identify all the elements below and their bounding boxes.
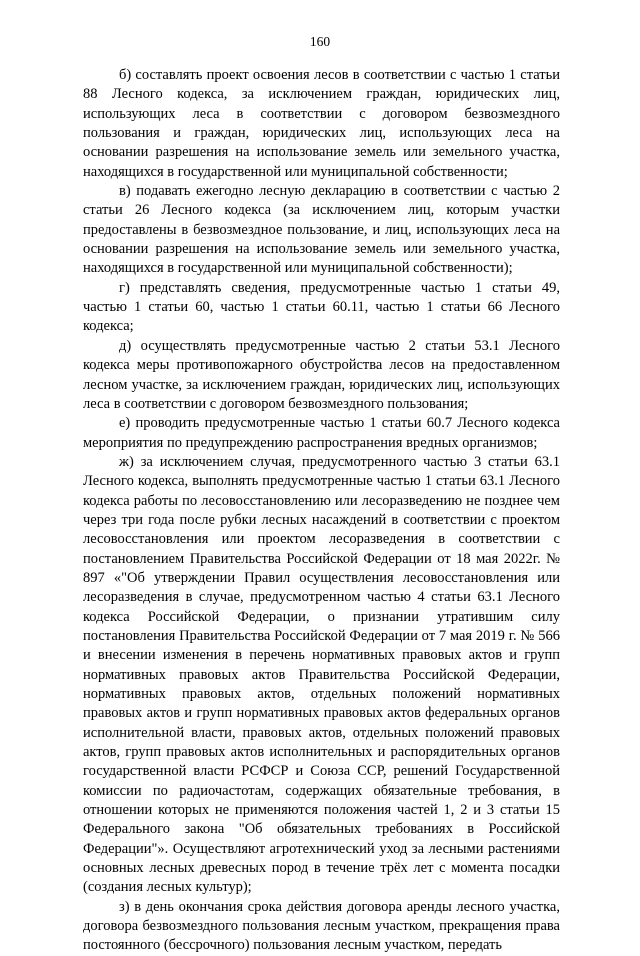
page-number: 160 [309,34,331,49]
paragraph-d: д) осуществлять предусмотренные частью 2 статьи 53.1 Лесного кодекса меры противопожарного обустройства лесов на предоставленном лесном участке, за исключением граждан, юридических лиц, использующих леса в соответствии с договором безвозмездного пользования; [83,337,560,412]
paragraph-g: г) представлять сведения, предусмотренные частью 1 статьи 49, частью 1 статьи 60, частью 1 статьи 60.11, частью 1 статьи 66 Лесного кодекса; [83,279,560,335]
document-body [83,66,560,956]
paragraph-b: б) составлять проект освоения лесов в соответствии с частью 1 статьи 88 Лесного кодекса, за исключением граждан, юридических лиц, использующих леса в соответствии с договором безвозмездного пользования и граждан, юридических лиц, использующих леса на основании разрешения на использование земель или земельного участка, находящихся в государственной или муниципальной собственности; [83,67,560,180]
paragraph-z: з) в день окончания срока действия договора аренды лесного участка, договора безвозмездного пользования лесным участком, прекращения права постоянного (бессрочного) пользования лесным участком, передать [83,898,560,954]
paragraph-e: е) проводить предусмотренные частью 1 статьи 60.7 Лесного кодекса мероприятия по предупреждению распространения вредных организмов; [83,415,560,451]
paragraph-v: в) подавать ежегодно лесную декларацию в соответствии с частью 2 статьи 26 Лесного кодекса (за исключением лиц, которым участки предоставлены в безвозмездное пользование, и лиц, использующих леса на основании разрешения на использование земель или земельного участка, находящихся в государственной или муниципальной собственности); [83,183,560,277]
paragraph-zh: ж) за исключением случая, предусмотренного частью 3 статьи 63.1 Лесного кодекса, выполнять предусмотренные частью 1 статьи 63.1 Лесного кодекса работы по лесовосстановлению или лесоразведению не позднее чем через три года после рубки лесных насаждений в соответствии с проектом лесовосстановления или проектом лесоразведения в соответствии с постановлением Правительства Российской Федерации от 18 мая 2022г. № 897 «"Об утверждении Правил осуществления лесовосстановления или лесоразведения в случае, предусмотренном частью 4 статьи 63.1 Лесного кодекса Российской Федерации, о признании утратившим силу постановления Правительства Российской Федерации от 7 мая 2019 г. № 566 и внесении изменения в перечень нормативных правовых актов и групп нормативных правовых актов Правительства Российской Федерации, нормативных правовых актов, отдельных положений нормативных правовых актов и групп нормативных правовых актов федеральных органов исполнительной власти, правовых актов, отдельных положений правовых актов, групп правовых актов исполнительных и распорядительных органов государственной власти РСФСР и Союза ССР, решений Государственной комиссии по радиочастотам, содержащих обязательные требования, в отношении которых не применяются положения частей 1, 2 и 3 статьи 15 Федерального закона "Об обязательных требованиях в Российской Федерации"». Осуществляют агротехнический уход за лесными растениями основных лесных древесных пород в течение трёх лет с момента посадки (создания лесных культур); [83,453,560,896]
